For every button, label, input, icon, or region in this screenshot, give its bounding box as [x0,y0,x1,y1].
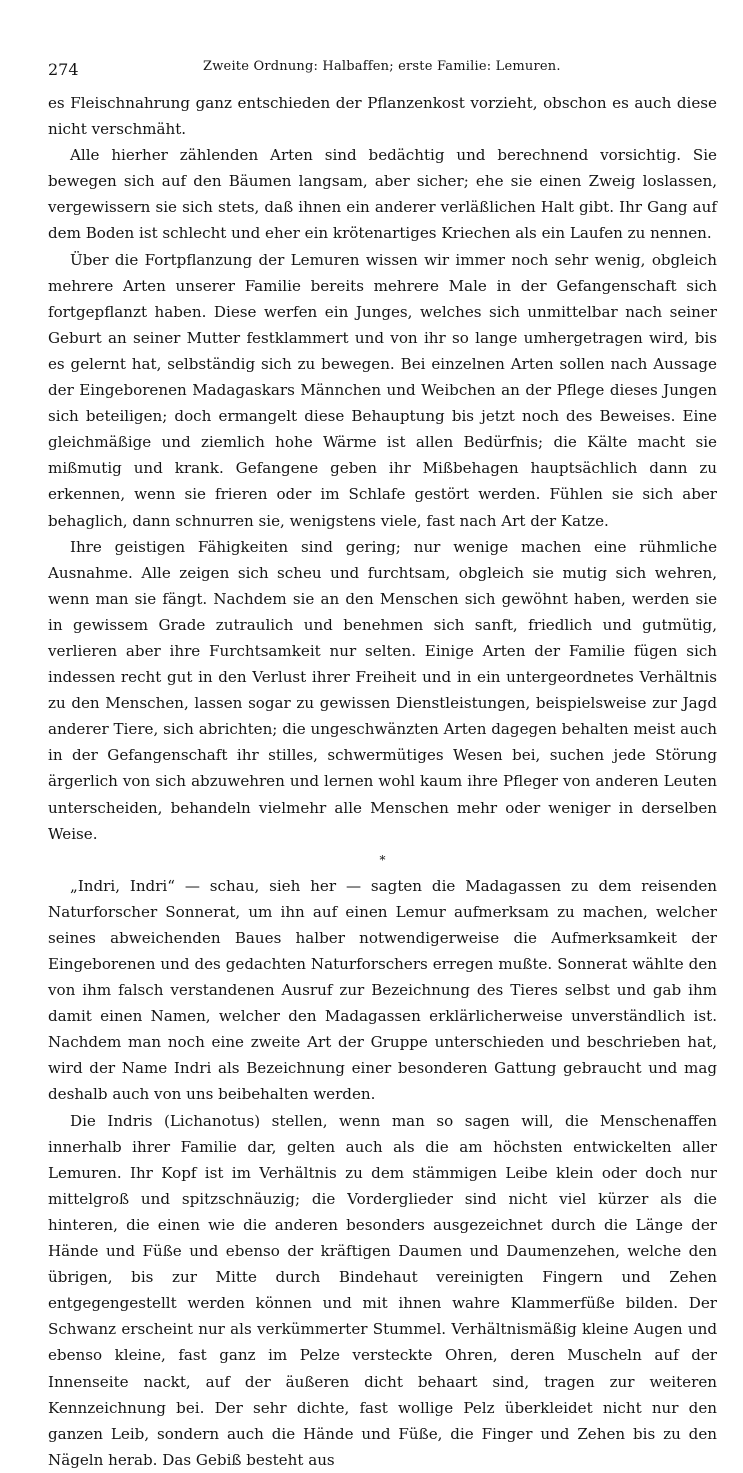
body-text [48,90,717,1473]
paragraph-indri-name: „Indri, Indri“ — schau, sieh her — sagten die Madagassen zu dem reisenden Naturforscher Sonnerat, um ihn auf einen Lemur aufmerksam zu machen, welcher seines abweichenden Baues halber notwendigerweise die Aufmerksamkeit der Eingeborenen und des gedachten Naturforschers erregen mußte. Sonnerat wählte den von ihm falsch verstandenen Ausruf zur Bezeichnung des Tieres selbst und gab ihm damit einen Namen, welcher den Madagassen erklärlicherweise unverständlich ist. Nachdem man noch eine zweite Art der Gruppe unterschieden und beschrieben hat, wird der Name Indri als Bezeichnung einer besonderen Gattung gebraucht und mag deshalb auch von uns beibehalten werden. [48,876,717,1104]
paragraph-intelligence: Ihre geistigen Fähigkeiten sind gering; nur wenige machen eine rühmliche Ausnahme. Alle zeigen sich scheu und furchtsam, obgleich sie mutig sich wehren, wenn man sie fängt. Nachdem sie an den Menschen sich gewöhnt haben, werden sie in gewissem Grade zutraulich und benehmen sich sanft, friedlich und gutmütig, verlieren aber ihre Furchtsamkeit nur selten. Einige Arten der Familie fügen sich indessen recht gut in den Verlust ihrer Freiheit und in ein untergeordnetes Verhältnis zu den Menschen, lassen sogar zu gewissen Dienstleistungen, beispielsweise zur Jagd anderer Tiere, sich abrichten; die ungeschwänzten Arten dagegen behalten meist auch in der Gefangenschaft ihr stilles, schwermütiges Wesen bei, suchen jede Störung ärgerlich von sich abzuwehren und lernen wohl kaum ihre Pfleger von anderen Leuten unterscheiden, behandeln vielmehr alle Menschen mehr oder weniger in derselben Weise. [48,537,717,843]
paragraph-indri-description: Die Indris (Lichanotus) stellen, wenn man so sagen will, die Menschenaffen innerhalb ihrer Familie dar, gelten auch als die am höchsten entwickelten aller Lemuren. Ihr Kopf ist im Verhältnis zu dem stämmigen Leibe klein oder doch nur mittelgroß und spitzschnäuzig; die Vorderglieder sind nicht viel kürzer als die hinteren, die einen wie die anderen besonders ausgezeichnet durch die Länge der Hände und Füße und ebenso der kräftigen Daumen und Daumenzehen, welche den übrigen, bis zur Mitte durch Bindehaut vereinigten Fingern und Zehen entgegengestellt werden können und mit ihnen wahre Klammerfüße bilden. Der Schwanz erscheint nur als verkümmerter Stummel. Verhältnismäßig kleine Augen und ebenso kleine, fast ganz im Pelze versteckte Ohren, deren Muscheln auf der Innenseite nackt, auf der äußeren dicht behaart sind, tragen zur weiteren Kennzeichnung bei. Der sehr dichte, fast wollige Pelz überkleidet nicht nur den ganzen Leib, sondern auch die Hände und Füße, die Finger und Zehen bis zu den Nägeln herab. Das Gebiß besteht aus [48,1111,717,1469]
paragraph-behavior: Alle hierher zählenden Arten sind bedächtig und berechnend vorsichtig. Sie bewegen sich auf den Bäumen langsam, aber sicher; ehe sie einen Zweig loslassen, vergewissern sie sich stets, daß ihnen ein anderer verläßlichen Halt gibt. Ihr Gang auf dem Boden ist schlecht und eher ein krötenartiges Kriechen als ein Laufen zu nennen. [48,146,717,243]
paragraph-continuation: es Fleischnahrung ganz entschieden der Pflanzenkost vorzieht, obschon es auch diese nicht verschmäht. [48,94,717,139]
page-header [48,58,717,84]
running-head: Zweite Ordnung: Halbaffen; erste Familie: Lemuren. [203,59,561,74]
section-separator: * [379,852,386,867]
page-number: 274 [48,60,79,79]
paragraph-reproduction: Über die Fortpflanzung der Lemuren wissen wir immer noch sehr wenig, obgleich mehrere Arten unserer Familie bereits mehrere Male in der Gefangenschaft sich fortgepflanzt haben. Diese werfen ein Junges, welches sich unmittelbar nach seiner Geburt an seiner Mutter festklammert und von ihr so lange umhergetragen wird, bis es gelernt hat, selbständig sich zu bewegen. Bei einzelnen Arten sollen nach Aussage der Eingeborenen Madagaskars Männchen und Weibchen an der Pflege dieses Jungen sich beteiligen; doch ermangelt diese Behauptung bis jetzt noch des Beweises. Eine gleichmäßige und ziemlich hohe Wärme ist allen Bedürfnis; die Kälte macht sie mißmutig und krank. Gefangene geben ihr Mißbehagen hauptsächlich dann zu erkennen, wenn sie frieren oder im Schlafe gestört werden. Fühlen sie sich aber behaglich, dann schnurren sie, wenigstens viele, fast nach Art der Katze. [48,250,717,530]
